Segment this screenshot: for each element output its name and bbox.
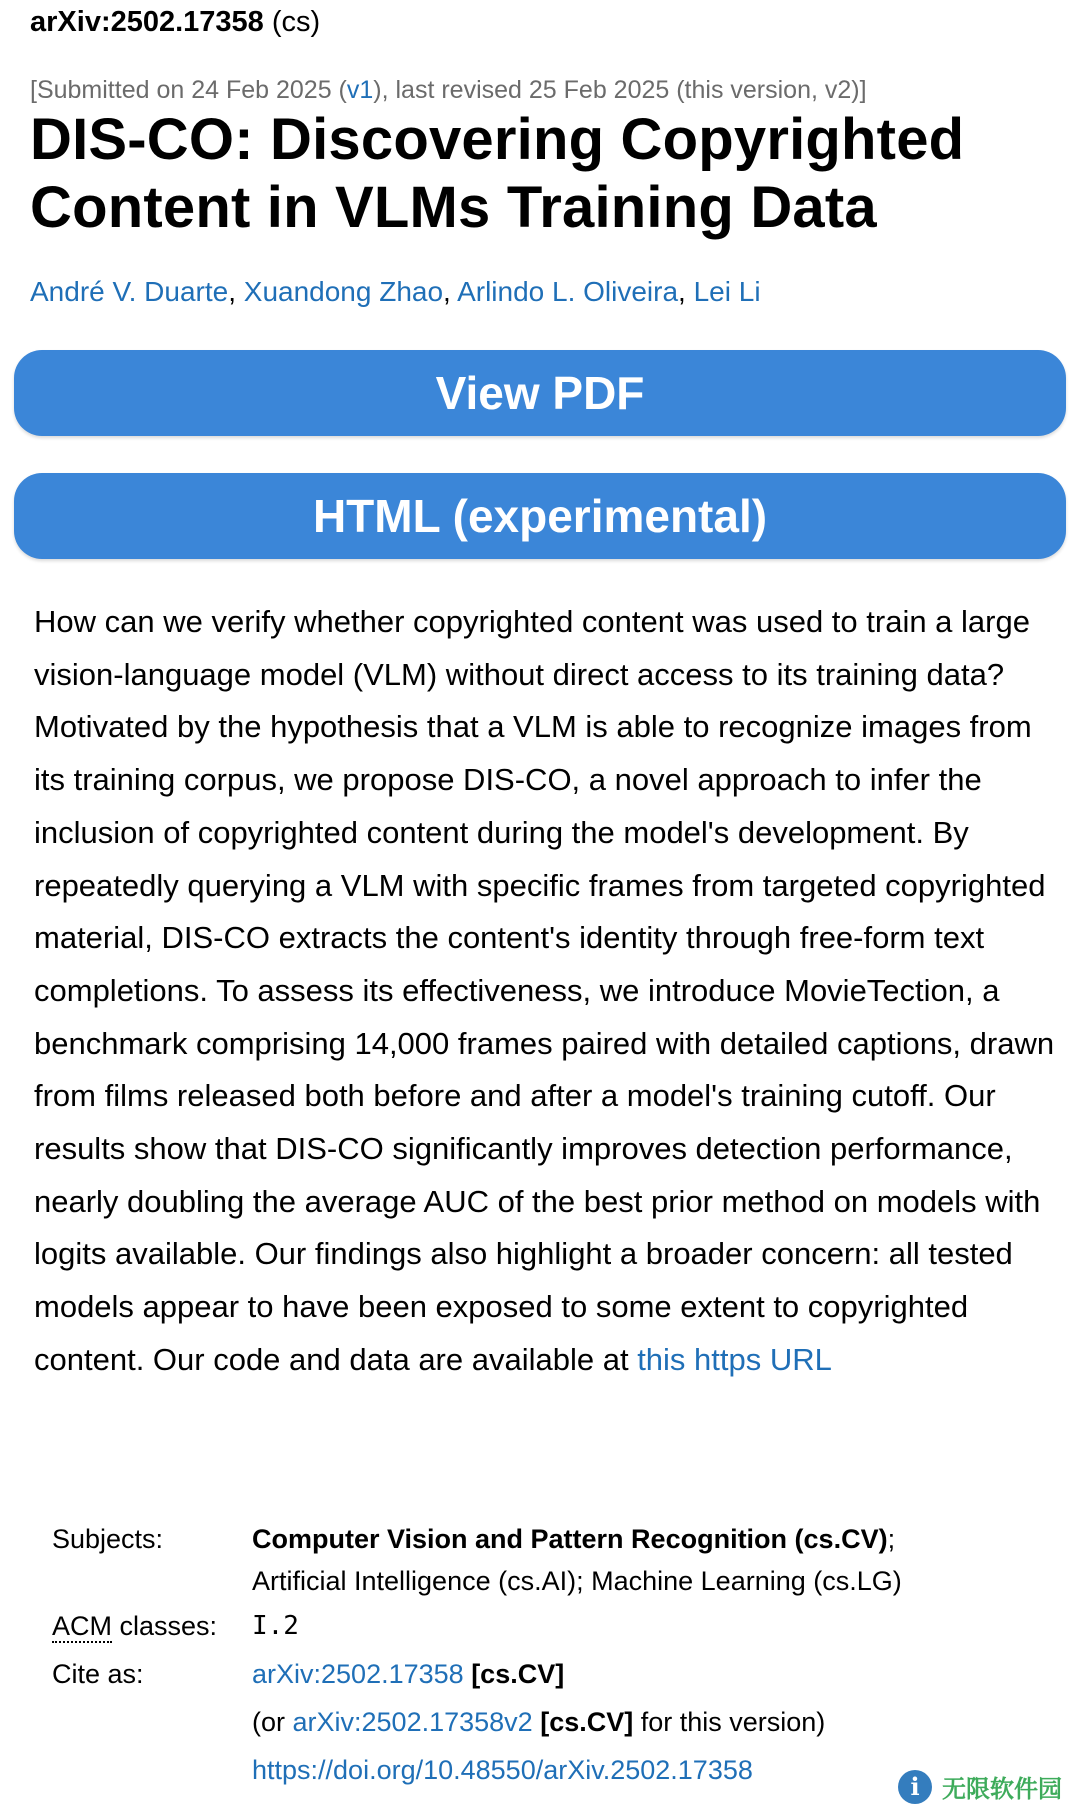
author-list: André V. Duarte, Xuandong Zhao, Arlindo L. Oliveira, Lei Li: [30, 276, 761, 307]
author-link[interactable]: André V. Duarte: [30, 276, 229, 307]
arxiv-header: [30, 4, 320, 40]
submission-prefix: [Submitted on 24 Feb 2025 (: [30, 76, 347, 104]
abstract-text: How can we verify whether copyrighted content was used to train a large vision-language model (VLM) without direct access to its training data? Motivated by the hypothesis that a VLM is able to recognize images from its training corpus, we propose DIS-CO, a novel approach to infer the inclusion of copyrighted content during the model's development. By repeatedly querying a VLM with specific frames from targeted copyrighted material, DIS-CO extracts the content's identity through free-form text completions. To assess its effectiveness, we introduce MovieTection, a benchmark comprising 14,000 frames paired with detailed captions, drawn from films released both before and after a model's training cutoff. Our results show that DIS-CO significantly improves detection performance, nearly doubling the average AUC of the best prior method on models with logits available. Our findings also highlight a broader concern: all tested models appear to have been exposed to some extent to copyrighted content. Our code and data are available at: [34, 604, 1055, 1377]
info-icon: i: [898, 1770, 932, 1804]
paper-title: DIS-CO: Discovering Copyrighted Content in VLMs Training Data: [30, 107, 965, 240]
subjects-row: [52, 1518, 1062, 1602]
watermark-text: 无限软件园: [942, 1776, 1062, 1803]
version-id-link[interactable]: arXiv:2502.17358v2: [292, 1707, 533, 1737]
metadata-table: [52, 1518, 1062, 1794]
author-link[interactable]: Xuandong Zhao: [243, 276, 444, 307]
abstract: [34, 596, 1059, 1387]
primary-subject: Computer Vision and Pattern Recognition (cs.CV): [252, 1524, 888, 1554]
subjects-label: Subjects:: [52, 1524, 164, 1554]
submission-suffix: ), last revised 25 Feb 2025 (this version, v2)]: [373, 76, 867, 104]
acm-abbreviation: ACM: [52, 1611, 112, 1641]
version-1-link[interactable]: v1: [346, 76, 374, 104]
version-category: [cs.CV]: [540, 1707, 634, 1737]
submission-history: [30, 74, 867, 106]
acm-label-text: classes:: [112, 1611, 218, 1641]
code-url-link[interactable]: this https URL: [637, 1341, 832, 1377]
author-link[interactable]: Lei Li: [693, 276, 761, 307]
cite-id-link[interactable]: arXiv:2502.17358: [252, 1659, 464, 1689]
acm-value: I.2: [252, 1611, 299, 1641]
acm-row: [52, 1602, 1062, 1650]
cite-label: Cite as:: [52, 1659, 144, 1689]
version-suffix: for this version): [633, 1707, 826, 1737]
secondary-subjects: Artificial Intelligence (cs.AI); Machine Learning (cs.LG): [252, 1566, 902, 1596]
view-pdf-button[interactable]: [14, 350, 1066, 436]
acm-label: [52, 1602, 252, 1650]
watermark: [898, 1769, 1062, 1804]
cite-category: [cs.CV]: [471, 1659, 565, 1689]
arxiv-id: arXiv:2502.17358: [30, 6, 264, 38]
author-link[interactable]: Arlindo L. Oliveira: [457, 276, 679, 307]
subjects-value: Computer Vision and Pattern Recognition (cs.CV); Artificial Intelligence (cs.AI); Machine Learning (cs.LG): [252, 1524, 902, 1596]
html-experimental-button[interactable]: [14, 473, 1066, 559]
doi-link[interactable]: https://doi.org/10.48550/arXiv.2502.17358: [252, 1755, 753, 1785]
version-prefix: (or: [252, 1707, 293, 1737]
html-experimental-label: HTML (experimental): [312, 490, 768, 542]
view-pdf-label: View PDF: [435, 367, 645, 419]
arxiv-category: (cs): [271, 6, 321, 38]
